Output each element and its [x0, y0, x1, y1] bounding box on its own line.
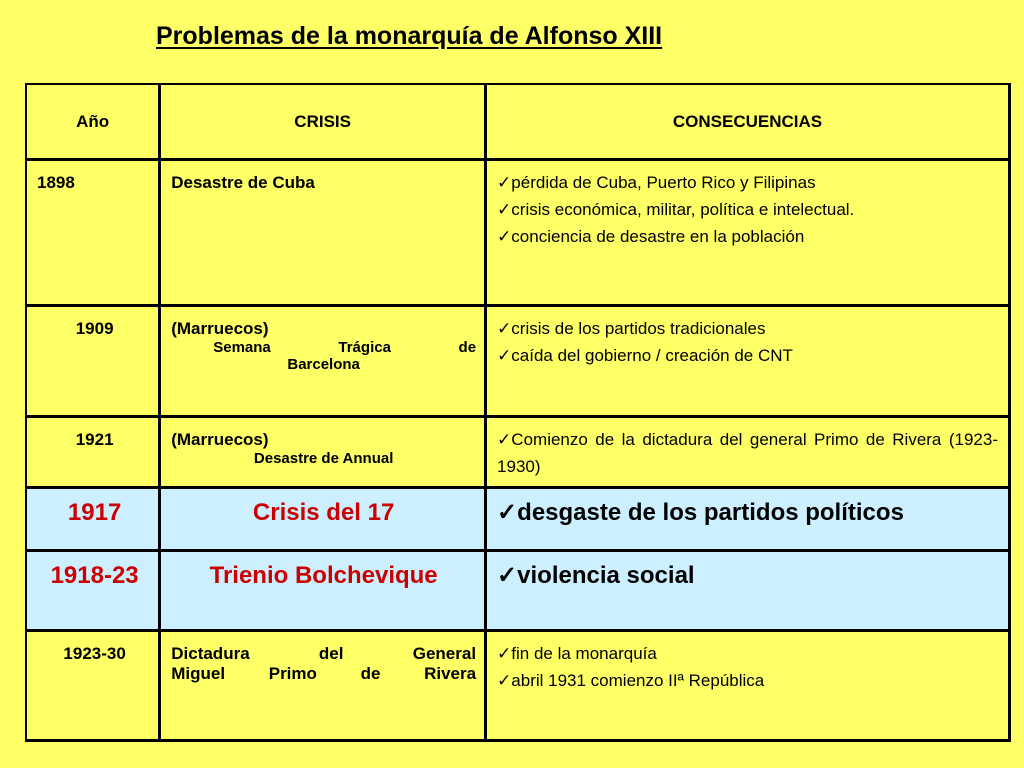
checkmark-icon: ✓: [497, 430, 512, 449]
checkmark-icon: ✓: [497, 671, 512, 690]
crisis-label: Miguel Primo de Rivera: [171, 664, 477, 683]
consequence-item: ✓Comienzo de la dictadura del general Primo de Rivera (1923-1930): [497, 426, 998, 480]
checkmark-icon: ✓: [497, 562, 518, 589]
consequence-item: ✓conciencia de desastre en la población: [497, 223, 998, 250]
table-row: [26, 631, 1010, 741]
row-year: 1909: [26, 306, 160, 417]
checkmark-icon: ✓: [497, 644, 512, 663]
checkmark-icon: ✓: [497, 227, 512, 246]
consequence-item: ✓desgaste de los partidos políticos: [497, 499, 904, 526]
crisis-label: (Marruecos): [171, 430, 269, 449]
row-consequences: [486, 551, 1010, 631]
consequence-item: ✓crisis económica, militar, política e intelectual.: [497, 196, 998, 223]
page-title: Problemas de la monarquía de Alfonso XIII: [156, 22, 663, 50]
checkmark-icon: ✓: [497, 319, 512, 338]
row-crisis: Desastre de Cuba: [160, 160, 486, 306]
table-row: [26, 417, 1010, 488]
table-row-highlighted: [26, 488, 1010, 551]
consequence-item: ✓pérdida de Cuba, Puerto Rico y Filipinas: [497, 169, 998, 196]
crisis-detail: Semana Trágica de: [213, 339, 477, 356]
crisis-detail: Barcelona: [287, 356, 360, 373]
row-crisis: [160, 306, 486, 417]
consequence-item: ✓violencia social: [497, 562, 695, 589]
crisis-detail: Desastre de Annual: [253, 450, 394, 467]
row-consequences: [486, 417, 1010, 488]
row-crisis: Crisis del 17: [160, 488, 486, 551]
row-consequences: [486, 631, 1010, 741]
consequence-item: ✓abril 1931 comienzo IIª República: [497, 667, 998, 694]
table-row: [26, 306, 1010, 417]
row-crisis: [160, 417, 486, 488]
consequence-item: ✓fin de la monarquía: [497, 640, 998, 667]
checkmark-icon: ✓: [497, 499, 518, 526]
header-crisis: CRISIS: [160, 84, 486, 160]
crisis-label: Dictadura del General: [171, 644, 477, 663]
row-year: 1918-23: [26, 551, 160, 631]
row-consequences: [486, 160, 1010, 306]
row-year: 1917: [26, 488, 160, 551]
row-crisis: [160, 631, 486, 741]
row-year: 1898: [26, 160, 160, 306]
table-row-highlighted: [26, 551, 1010, 631]
row-year: 1923-30: [26, 631, 160, 741]
header-year: Año: [26, 84, 160, 160]
checkmark-icon: ✓: [497, 346, 512, 365]
row-year: 1921: [26, 417, 160, 488]
table-row: [26, 160, 1010, 306]
row-consequences: [486, 488, 1010, 551]
crisis-table: [25, 83, 1011, 742]
table-header-row: [26, 84, 1010, 160]
header-consequences: CONSECUENCIAS: [486, 84, 1010, 160]
checkmark-icon: ✓: [497, 173, 512, 192]
consequence-item: ✓crisis de los partidos tradicionales: [497, 315, 998, 342]
row-consequences: [486, 306, 1010, 417]
row-crisis: Trienio Bolchevique: [160, 551, 486, 631]
checkmark-icon: ✓: [497, 200, 512, 219]
crisis-label: (Marruecos): [171, 319, 269, 338]
consequence-item: ✓caída del gobierno / creación de CNT: [497, 342, 998, 369]
